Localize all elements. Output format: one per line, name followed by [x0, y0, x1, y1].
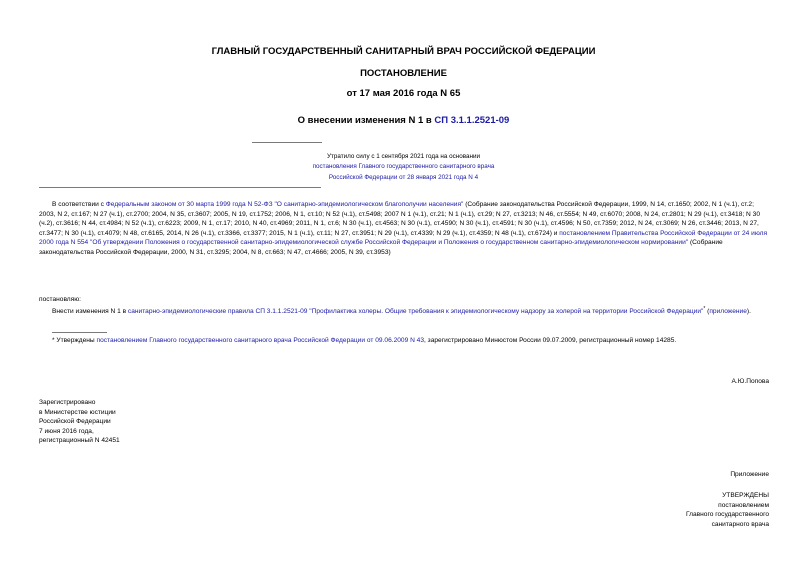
federal-law-link[interactable]: Федеральным законом от 30 марта 1999 года N 52-ФЗ "О санитарно-эпидемиологическом благополучии населения"	[105, 201, 464, 208]
document-title	[0, 115, 807, 126]
preamble-paragraph	[39, 200, 770, 258]
document-date: от 17 мая 2016 года N 65	[346, 88, 461, 99]
preamble-text: (Собрание законодательства Российской Федерации, 2000, N 31, ст.3295; 2004, N 8, ст.663; N 47, ст.4666; 2005, N 39, ст.3953)	[39, 239, 723, 256]
preamble-text: (Собрание законодательства Российской Федерации, 1999, N 14, ст.1650; 2002, N 1 (ч.1), ст.2; 2003, N 2, ст.167; N 27 (ч.1), ст.2700; 2004, N 35, ст.3607; 2005, N 19, ст.1752; 2006, N 1, ст.10; N 52 (ч.1), ст.5498; 2007 N 1 (ч.1), ст.21; N 1 (ч.1), ст.29; N 27, ст.3213; N 46, ст.5554; N 49, ст.6070; 2008, N 24, ст.2801; N 29 (ч.1), ст.3418; N 30 (ч.2), ст.3616; N 44, ст.4984; N 52 (ч.1), ст.6223; 2009, N 1, ст.17; 2010, N 40, ст.4969; 2011, N 1, ст.6; N 30 (ч.1), ст.4563; N 30 (ч.1), ст.4590; N 30 (ч.1), ст.4591; N 30 (ч.1), ст.4596; N 50, ст.7359; 2012, N 24, ст.3069; N 26, ст.3446; 2013, N 27, ст.3477; N 30 (ч.1), ст.4079; N 48, ст.6165, 2014, N 26 (ч.1), ст.3366, ст.3377; 2015, N 1 (ч.1), ст.11; N 27, ст.3951; N 29 (ч.1), ст.4339; N 29 (ч.1), ст.4359; N 48 (ч.1), ст.6724) и	[39, 201, 760, 237]
footnote-link[interactable]: постановлением Главного государственного санитарного врача Российской Федерации от 09.06.2009 N 43	[96, 337, 425, 344]
resolution-word: постановляю:	[39, 296, 82, 303]
sanitary-rules-link[interactable]: санитарно-эпидемиологические правила СП 3.1.1.2521-09 "Профилактика холеры. Общие требования к эпидемиологическому надзору за холерой на территории Российской Федерации"	[127, 308, 704, 316]
registration-line: Российской Федерации	[39, 418, 111, 426]
approval-heading: УТВЕРЖДЕНЫ	[722, 492, 769, 499]
government-decree-link[interactable]: постановлением Правительства Российской Федерации от 24 июля 2000 года N 554 "Об утверждении Положения о государственной санитарно-эпидемиологической службе Российской Федерации и Положения о государственном санитарно-эпидемиологическом нормировании"	[39, 229, 768, 247]
status-note-link[interactable]: Российской Федерации от 28 января 2021 года N 4	[328, 173, 479, 181]
issuing-authority: ГЛАВНЫЙ ГОСУДАРСТВЕННЫЙ САНИТАРНЫЙ ВРАЧ РОССИЙСКОЙ ФЕДЕРАЦИИ	[211, 46, 596, 57]
status-note-link[interactable]: постановления Главного государственного санитарного врача	[312, 163, 495, 171]
registration-line: 7 июня 2016 года,	[39, 427, 94, 435]
registration-line: регистрационный N 42451	[39, 437, 120, 445]
footnote	[52, 336, 770, 346]
approval-line: санитарного врача	[711, 520, 769, 528]
directive-text: ).	[746, 308, 751, 316]
directive-text: Внести изменения N 1 в	[52, 308, 128, 316]
footnote-separator	[52, 332, 107, 333]
approval-block	[570, 491, 769, 529]
registration-block	[39, 398, 259, 446]
status-note	[200, 152, 607, 183]
registration-line: в Министерстве юстиции	[39, 408, 116, 416]
directive-text: (	[705, 308, 710, 316]
appendix-label: Приложение	[730, 471, 769, 478]
status-note-line: Утратило силу с 1 сентября 2021 года на основании	[326, 153, 480, 160]
approval-line: Главного государственного	[685, 511, 769, 519]
preamble-text: В соответствии с	[52, 201, 106, 208]
appendix-link[interactable]: приложение	[709, 308, 747, 316]
footnote-text: * Утверждены	[52, 337, 97, 344]
separator-line	[39, 187, 321, 188]
footnote-marker: *	[703, 306, 706, 312]
document-type: ПОСТАНОВЛЕНИЕ	[360, 68, 447, 79]
title-prefix: О внесении изменения N 1 в	[297, 115, 435, 126]
directive-paragraph	[39, 305, 770, 317]
approval-line: постановлением	[718, 501, 769, 509]
separator-line	[252, 142, 322, 143]
footnote-text: , зарегистрировано Минюстом России 09.07.2009, регистрационный номер 14285.	[424, 337, 677, 344]
title-link[interactable]: СП 3.1.1.2521-09	[434, 115, 510, 126]
signatory: А.Ю.Попова	[731, 378, 769, 385]
registration-line: Зарегистрировано	[39, 399, 96, 406]
